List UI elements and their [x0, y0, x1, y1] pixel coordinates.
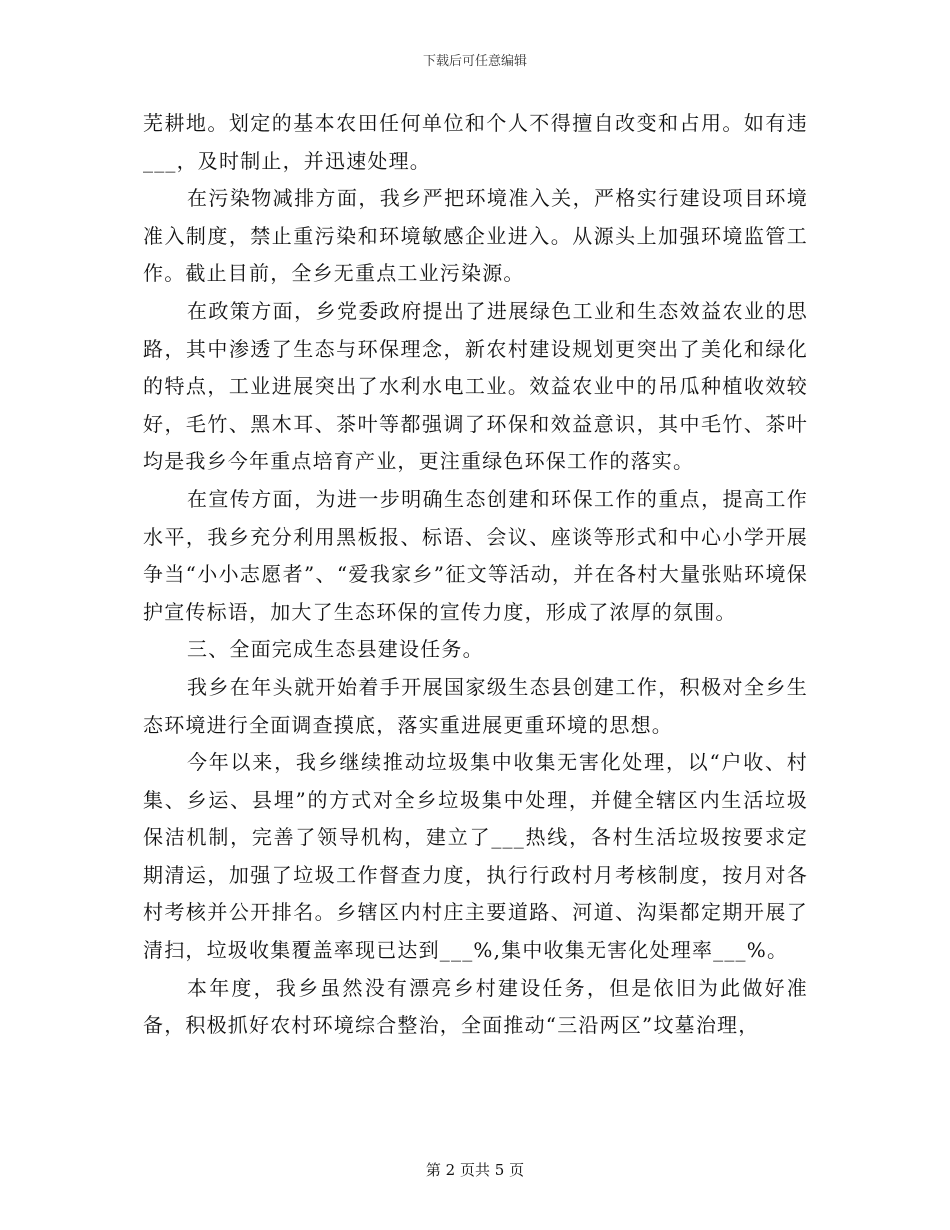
section-heading: 三、全面完成生态县建设任务。: [187, 637, 484, 662]
paragraph: 在污染物减排方面，我乡严把环境准入关，严格实行建设项目环境准入制度，禁止重污染和环境敏感企业进入。从源头上加强环境监管工作。截止目前，全乡无重点工业污染源。: [143, 186, 808, 286]
paragraph: 我乡在年头就开始着手开展国家级生态县创建工作，积极对全乡生态环境进行全面调查摸底，落实重进展更重环境的思想。: [143, 674, 808, 737]
paragraph: 在宣传方面，为进一步明确生态创建和环保工作的重点，提高工作水平，我乡充分利用黑板报、标语、会议、座谈等形式和中心小学开展争当“小小志愿者”、“爱我家乡”征文等活动，并在各村大量张贴环境保护宣传标语，加大了生态环保的宣传力度，形成了浓厚的氛围。: [143, 486, 808, 624]
paragraph: 芜耕地。划定的基本农田任何单位和个人不得擅自改变和占用。如有违___，及时制止，并迅速处理。: [143, 111, 808, 173]
paragraph: 在政策方面，乡党委政府提出了进展绿色工业和生态效益农业的思路，其中渗透了生态与环保理念，新农村建设规划更突出了美化和绿化的特点，工业进展突出了水利水电工业。效益农业中的吊瓜种植收效较好，毛竹、黑木耳、茶叶等都强调了环保和效益意识，其中毛竹、茶叶均是我乡今年重点培育产业，更注重绿色环保工作的落实。: [143, 298, 808, 474]
paragraph: 本年度，我乡虽然没有漂亮乡村建设任务，但是依旧为此做好准备，积极抓好农村环境综合整治，全面推动“三沿两区”坟墓治理，: [143, 975, 808, 1038]
page-number: 第 2 页共 5 页: [425, 1161, 525, 1179]
page-header: 下载后可任意编辑: [422, 54, 527, 69]
paragraph: 今年以来，我乡继续推动垃圾集中收集无害化处理，以“户收、村集、乡运、县埋”的方式对全乡垃圾集中处理，并健全辖区内生活垃圾保洁机制，完善了领导机构，建立了___热线，各村生活垃圾按要求定期清运，加强了垃圾工作督查力度，执行行政村月考核制度，按月对各村考核并公开排名。乡辖区内村庄主要道路、河道、沟渠都定期开展了清扫，垃圾收集覆盖率现已达到___%,集中收集无害化处理率___%。: [143, 750, 808, 963]
document-body: [143, 105, 808, 1045]
